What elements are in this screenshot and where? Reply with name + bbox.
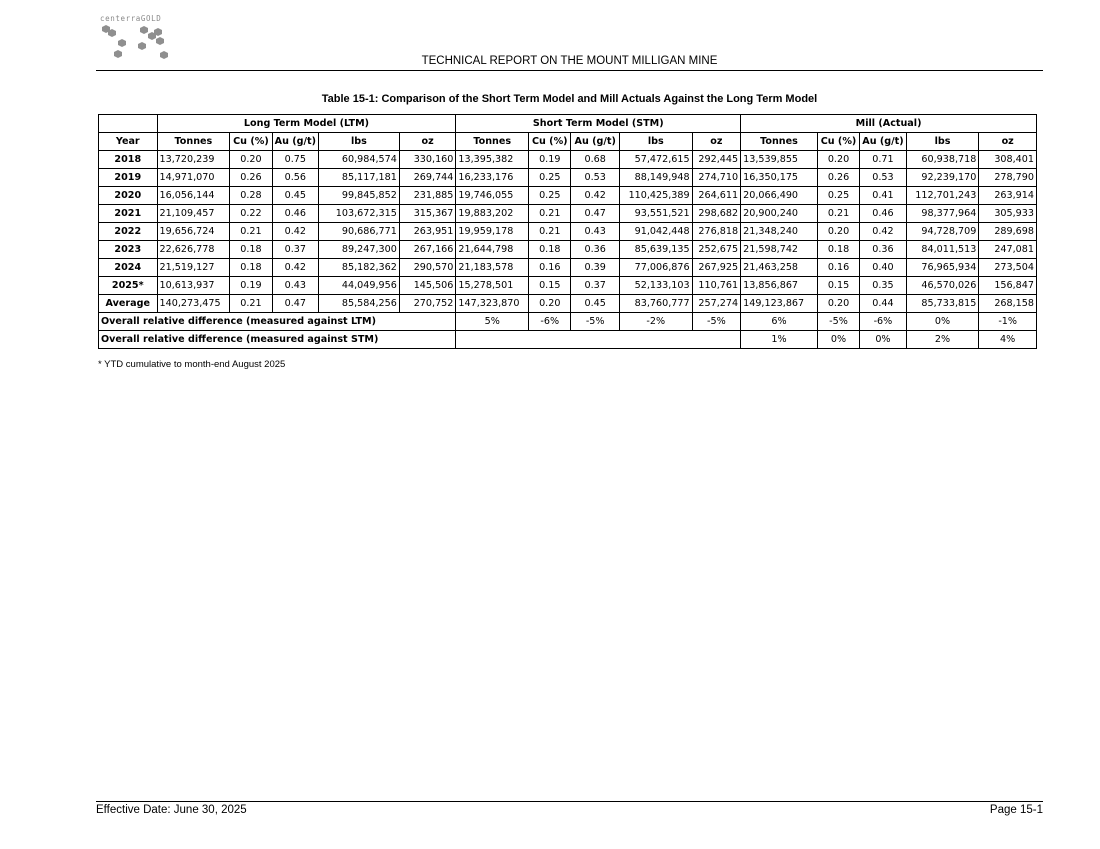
column-header: lbs — [906, 133, 979, 151]
table-cell: 20,900,240 — [741, 205, 818, 223]
column-header: Au (g/t) — [272, 133, 318, 151]
table-cell: 85,584,256 — [319, 295, 400, 313]
column-header: lbs — [619, 133, 692, 151]
table-cell: 21,598,742 — [741, 241, 818, 259]
diff-ltm-value: -6% — [529, 313, 571, 331]
table-row — [99, 259, 1037, 277]
table-cell: 0.42 — [860, 223, 906, 241]
table-cell: 0.75 — [272, 151, 318, 169]
row-year: 2025* — [99, 277, 158, 295]
diff-ltm-value: -1% — [979, 313, 1037, 331]
table-cell: 83,760,777 — [619, 295, 692, 313]
table-cell: 0.53 — [571, 169, 619, 187]
table-title: Table 15-1: Comparison of the Short Term Model and Mill Actuals Against the Long Term Model — [321, 93, 818, 105]
table-cell: 0.25 — [529, 187, 571, 205]
table-cell: 85,733,815 — [906, 295, 979, 313]
header-divider — [96, 70, 1043, 71]
table-cell: 268,158 — [979, 295, 1037, 313]
table-cell: 0.19 — [230, 277, 272, 295]
row-year: 2018 — [99, 151, 158, 169]
table-cell: 0.21 — [529, 205, 571, 223]
table-cell: 77,006,876 — [619, 259, 692, 277]
table-row — [99, 151, 1037, 169]
table-cell: 0.36 — [571, 241, 619, 259]
table-cell: 13,539,855 — [741, 151, 818, 169]
table-cell: 0.15 — [817, 277, 859, 295]
table-cell: 19,656,724 — [157, 223, 230, 241]
page-number: Page 15-1 — [989, 804, 1043, 816]
table-cell: 0.26 — [230, 169, 272, 187]
row-year: 2019 — [99, 169, 158, 187]
effective-date: Effective Date: June 30, 2025 — [96, 804, 247, 816]
group-header: Mill (Actual) — [741, 115, 1037, 133]
table-cell: 99,845,852 — [319, 187, 400, 205]
table-row — [99, 277, 1037, 295]
table-cell: 289,698 — [979, 223, 1037, 241]
table-cell: 94,728,709 — [906, 223, 979, 241]
table-cell: 0.20 — [817, 151, 859, 169]
column-header: Cu (%) — [817, 133, 859, 151]
table-cell: 147,323,870 — [456, 295, 529, 313]
table-cell: 0.42 — [272, 259, 318, 277]
table-cell: 21,644,798 — [456, 241, 529, 259]
table-footnote: * YTD cumulative to month-end August 2025 — [98, 359, 286, 370]
table-cell: 0.20 — [230, 151, 272, 169]
table-cell: 270,752 — [399, 295, 456, 313]
table-row — [99, 295, 1037, 313]
comparison-table — [98, 114, 1037, 349]
group-header-row — [99, 115, 1037, 133]
table-cell: 263,914 — [979, 187, 1037, 205]
diff-stm-row — [99, 331, 1037, 349]
table-row — [99, 187, 1037, 205]
table-cell: 231,885 — [399, 187, 456, 205]
column-header: Au (g/t) — [860, 133, 906, 151]
table-cell: 21,183,578 — [456, 259, 529, 277]
table-cell: 0.35 — [860, 277, 906, 295]
table-cell: 0.41 — [860, 187, 906, 205]
diff-ltm-value: -5% — [817, 313, 859, 331]
table-cell: 92,239,170 — [906, 169, 979, 187]
table-cell: 15,278,501 — [456, 277, 529, 295]
diff-ltm-value: -5% — [692, 313, 741, 331]
table-cell: 21,109,457 — [157, 205, 230, 223]
table-cell: 0.20 — [817, 223, 859, 241]
table-cell: 21,519,127 — [157, 259, 230, 277]
row-year: 2021 — [99, 205, 158, 223]
footer-divider — [96, 801, 1043, 802]
table-cell: 330,160 — [399, 151, 456, 169]
report-title: TECHNICAL REPORT ON THE MOUNT MILLIGAN MINE — [421, 55, 718, 67]
table-cell: 0.18 — [529, 241, 571, 259]
column-header: oz — [399, 133, 456, 151]
table-cell: 0.16 — [817, 259, 859, 277]
table-cell: 298,682 — [692, 205, 741, 223]
row-year: 2024 — [99, 259, 158, 277]
table-cell: 0.37 — [272, 241, 318, 259]
table-cell: 110,761 — [692, 277, 741, 295]
table-cell: 90,686,771 — [319, 223, 400, 241]
table-cell: 273,504 — [979, 259, 1037, 277]
diff-ltm-value: 6% — [741, 313, 818, 331]
table-cell: 278,790 — [979, 169, 1037, 187]
row-year: 2020 — [99, 187, 158, 205]
table-cell: 0.43 — [272, 277, 318, 295]
table-row — [99, 169, 1037, 187]
table-cell: 140,273,475 — [157, 295, 230, 313]
column-header: Tonnes — [157, 133, 230, 151]
row-year: 2023 — [99, 241, 158, 259]
diff-ltm-value: -2% — [619, 313, 692, 331]
table-cell: 0.45 — [272, 187, 318, 205]
table-cell: 0.18 — [230, 241, 272, 259]
table-cell: 21,463,258 — [741, 259, 818, 277]
table-row — [99, 205, 1037, 223]
table-cell: 0.53 — [860, 169, 906, 187]
diff-stm-blank — [456, 331, 741, 349]
table-cell: 76,965,934 — [906, 259, 979, 277]
table-cell: 85,117,181 — [319, 169, 400, 187]
group-header: Long Term Model (LTM) — [157, 115, 456, 133]
table-cell: 0.37 — [571, 277, 619, 295]
row-year: 2022 — [99, 223, 158, 241]
table-cell: 0.15 — [529, 277, 571, 295]
diff-stm-label: Overall relative difference (measured against STM) — [99, 331, 456, 349]
diff-ltm-value: -5% — [571, 313, 619, 331]
table-cell: 0.28 — [230, 187, 272, 205]
table-cell: 0.42 — [272, 223, 318, 241]
table-cell: 267,166 — [399, 241, 456, 259]
table-cell: 0.25 — [817, 187, 859, 205]
table-cell: 247,081 — [979, 241, 1037, 259]
table-cell: 156,847 — [979, 277, 1037, 295]
column-header-row — [99, 133, 1037, 151]
table-cell: 0.44 — [860, 295, 906, 313]
table-cell: 13,395,382 — [456, 151, 529, 169]
column-header: Tonnes — [741, 133, 818, 151]
table-cell: 292,445 — [692, 151, 741, 169]
table-cell: 0.56 — [272, 169, 318, 187]
table-cell: 88,149,948 — [619, 169, 692, 187]
diff-stm-value: 0% — [860, 331, 906, 349]
table-cell: 0.21 — [230, 295, 272, 313]
table-cell: 19,746,055 — [456, 187, 529, 205]
table-cell: 0.18 — [230, 259, 272, 277]
table-cell: 290,570 — [399, 259, 456, 277]
table-cell: 263,951 — [399, 223, 456, 241]
table-cell: 91,042,448 — [619, 223, 692, 241]
table-cell: 60,984,574 — [319, 151, 400, 169]
table-cell: 21,348,240 — [741, 223, 818, 241]
table-cell: 16,056,144 — [157, 187, 230, 205]
table-cell: 16,233,176 — [456, 169, 529, 187]
diff-stm-value: 2% — [906, 331, 979, 349]
table-cell: 274,710 — [692, 169, 741, 187]
table-cell: 13,856,867 — [741, 277, 818, 295]
diff-ltm-value: 5% — [456, 313, 529, 331]
group-header-blank — [99, 115, 158, 133]
table-cell: 44,049,956 — [319, 277, 400, 295]
logo-text: centerraGOLD — [100, 14, 162, 23]
table-cell: 14,971,070 — [157, 169, 230, 187]
table-cell: 305,933 — [979, 205, 1037, 223]
table-cell: 0.16 — [529, 259, 571, 277]
table-cell: 145,506 — [399, 277, 456, 295]
table-cell: 22,626,778 — [157, 241, 230, 259]
table-cell: 276,818 — [692, 223, 741, 241]
table-cell: 84,011,513 — [906, 241, 979, 259]
column-header: lbs — [319, 133, 400, 151]
diff-stm-value: 4% — [979, 331, 1037, 349]
table-cell: 20,066,490 — [741, 187, 818, 205]
table-cell: 0.46 — [860, 205, 906, 223]
table-cell: 0.20 — [817, 295, 859, 313]
diff-ltm-label: Overall relative difference (measured against LTM) — [99, 313, 456, 331]
table-cell: 52,133,103 — [619, 277, 692, 295]
column-header: Cu (%) — [230, 133, 272, 151]
table-cell: 252,675 — [692, 241, 741, 259]
column-header: Tonnes — [456, 133, 529, 151]
table-cell: 13,720,239 — [157, 151, 230, 169]
table-cell: 0.39 — [571, 259, 619, 277]
table-cell: 89,247,300 — [319, 241, 400, 259]
table-cell: 308,401 — [979, 151, 1037, 169]
column-header: Au (g/t) — [571, 133, 619, 151]
column-header: oz — [979, 133, 1037, 151]
table-cell: 0.40 — [860, 259, 906, 277]
table-cell: 85,639,135 — [619, 241, 692, 259]
table-cell: 0.68 — [571, 151, 619, 169]
table-cell: 57,472,615 — [619, 151, 692, 169]
table-cell: 0.20 — [529, 295, 571, 313]
column-header: oz — [692, 133, 741, 151]
table-cell: 0.19 — [529, 151, 571, 169]
table-cell: 0.18 — [817, 241, 859, 259]
column-header: Cu (%) — [529, 133, 571, 151]
table-cell: 112,701,243 — [906, 187, 979, 205]
column-header: Year — [99, 133, 158, 151]
table-row — [99, 223, 1037, 241]
table-cell: 60,938,718 — [906, 151, 979, 169]
table-cell: 103,672,315 — [319, 205, 400, 223]
table-cell: 0.21 — [817, 205, 859, 223]
table-cell: 85,182,362 — [319, 259, 400, 277]
row-year: Average — [99, 295, 158, 313]
table-cell: 0.42 — [571, 187, 619, 205]
table-cell: 93,551,521 — [619, 205, 692, 223]
table-row — [99, 241, 1037, 259]
table-cell: 46,570,026 — [906, 277, 979, 295]
table-cell: 0.25 — [529, 169, 571, 187]
table-cell: 19,959,178 — [456, 223, 529, 241]
table-cell: 0.46 — [272, 205, 318, 223]
table-cell: 10,613,937 — [157, 277, 230, 295]
table-cell: 0.45 — [571, 295, 619, 313]
table-cell: 0.21 — [529, 223, 571, 241]
table-cell: 267,925 — [692, 259, 741, 277]
table-cell: 0.71 — [860, 151, 906, 169]
table-cell: 269,744 — [399, 169, 456, 187]
table-cell: 110,425,389 — [619, 187, 692, 205]
table-cell: 0.47 — [571, 205, 619, 223]
table-cell: 0.22 — [230, 205, 272, 223]
diff-ltm-value: 0% — [906, 313, 979, 331]
table-cell: 0.36 — [860, 241, 906, 259]
table-cell: 0.47 — [272, 295, 318, 313]
table-cell: 149,123,867 — [741, 295, 818, 313]
table-cell: 0.26 — [817, 169, 859, 187]
diff-stm-value: 1% — [741, 331, 818, 349]
diff-ltm-value: -6% — [860, 313, 906, 331]
diff-stm-value: 0% — [817, 331, 859, 349]
table-cell: 0.21 — [230, 223, 272, 241]
table-cell: 16,350,175 — [741, 169, 818, 187]
table-cell: 98,377,964 — [906, 205, 979, 223]
group-header: Short Term Model (STM) — [456, 115, 741, 133]
diff-ltm-row — [99, 313, 1037, 331]
table-cell: 315,367 — [399, 205, 456, 223]
table-cell: 19,883,202 — [456, 205, 529, 223]
table-cell: 257,274 — [692, 295, 741, 313]
table-cell: 264,611 — [692, 187, 741, 205]
table-cell: 0.43 — [571, 223, 619, 241]
